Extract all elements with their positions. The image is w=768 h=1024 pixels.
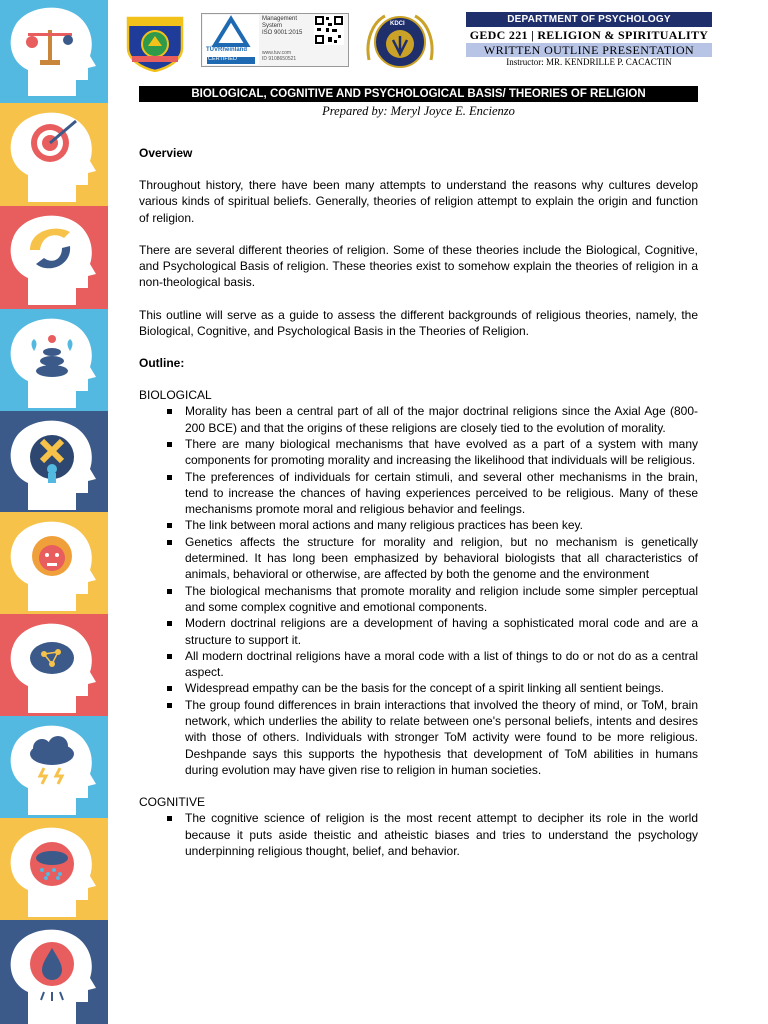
tuv-certification-badge <box>201 13 349 67</box>
list-item: Genetics affects the structure for morality and religion, but no mechanism is genetically determined. It has long been emphasized by behavioral biologists that all characteristics of animals, behavioral or otherwise, are affected by both the genome and the environment <box>139 534 698 583</box>
department-title: DEPARTMENT OF PSYCHOLOGY <box>466 12 712 27</box>
cert-text: Management System ISO 9001:2015 <box>262 16 303 36</box>
course-title: GEDC 221 | RELIGION & SPIRITUALITY <box>469 28 709 42</box>
rain-cloud-icon <box>0 818 108 920</box>
cert-name: TÜVRheinland <box>206 47 248 53</box>
puppet-icon <box>0 411 108 512</box>
storm-cloud-icon <box>0 716 108 818</box>
list-item: The preferences of individuals for certain stimuli, and several other mechanisms in the brain, tend to increase the chances of having experiences perceived to be religious. Many of these mechanisms promote moral and religious behavior and feelings. <box>139 469 698 518</box>
prepared-by: Prepared by: Meryl Joyce E. Encienzo <box>322 104 515 118</box>
list-item: Modern doctrinal religions are a development of having a sophisticated moral code and are a structure to support it. <box>139 615 698 648</box>
list-item: Morality has been a central part of all of the major doctrinal religions since the Axial Age (800-200 BCE) and that the origins of these religions are closely tied to the evolution of morality. <box>139 403 698 436</box>
overview-paragraph: There are several different theories of religion. Some of these theories include the Biological, Cognitive, and Psychological Basis of religion. These theories exist to somehow explain the theories of religion in a non-theological basis. <box>139 242 698 290</box>
instructor: Instructor: MR. KENDRILLE P. CACACTIN <box>506 57 672 67</box>
biological-list <box>139 403 698 778</box>
hands-icon <box>0 206 108 309</box>
list-item: There are many biological mechanisms that have evolved as a part of a system with many components for promoting morality and increasing the likelihood that individuals will be religious. <box>139 436 698 469</box>
cert-badge-label: CERTIFIED <box>208 56 237 62</box>
qr-code-icon <box>314 15 344 45</box>
cognitive-heading: COGNITIVE <box>139 795 206 810</box>
biological-heading: BIOLOGICAL <box>139 388 212 403</box>
overview-paragraph: This outline will serve as a guide to assess the different backgrounds of religious theories, namely, the Biological, Cognitive, and Psychological Basis in the Theories of Religion. <box>139 307 698 339</box>
department-header <box>466 12 712 68</box>
university-logo <box>124 12 186 77</box>
document-title: BIOLOGICAL, COGNITIVE AND PSYCHOLOGICAL BASIS/ THEORIES OF RELIGION <box>139 86 698 102</box>
sidebar-illustration-strip <box>0 0 108 1024</box>
brain-icon <box>0 614 108 716</box>
overview-paragraph: Throughout history, there have been many attempts to understand the reasons why cultures develop various kinds of spiritual beliefs. Generally, theories of religion attempt to explain the origin and function of religion. <box>139 178 698 225</box>
cognitive-list <box>139 810 698 859</box>
target-icon <box>0 103 108 206</box>
outline-heading: Outline: <box>139 356 185 371</box>
lion-mask-icon <box>0 512 108 614</box>
overview-heading: Overview <box>139 146 193 160</box>
list-item: The biological mechanisms that promote morality and religion include some simpler perceptual and some complex cognitive and emotional components. <box>139 583 698 616</box>
balance-scale-icon <box>0 0 108 103</box>
drop-burst-icon <box>0 920 108 1024</box>
list-item: The cognitive science of religion is the most recent attempt to decipher its role in the world because it puts aside theistic and atheistic biases and tries to understand the psychology underpinning religious thought, belief, and behavior. <box>139 810 698 859</box>
list-item: All modern doctrinal religions have a moral code with a list of things to do or not do as a central aspect. <box>139 648 698 681</box>
list-item: The group found differences in brain interactions that involved the theory of mind, or ToM, brain network, which underlies the ability to relate between one's personal beliefs, intents and desires with those of others. Individuals with stronger ToM activity were found to be more religious. Deshpande says this supports the hypothesis that development of ToM abilities in humans during evolution may have given rise to religion in human societies. <box>139 697 698 778</box>
document-body <box>139 86 698 859</box>
presentation-type: WRITTEN OUTLINE PRESENTATION <box>466 43 712 57</box>
list-item: The link between moral actions and many religious practices has been key. <box>139 517 698 533</box>
cert-small-text: www.tuv.com ID 9108650521 <box>262 50 297 62</box>
list-item: Widespread empathy can be the basis for the concept of a spirit linking all sentient beings. <box>139 680 698 696</box>
kdci-logo: KDCI <box>363 10 437 77</box>
meditation-stones-icon <box>0 309 108 411</box>
